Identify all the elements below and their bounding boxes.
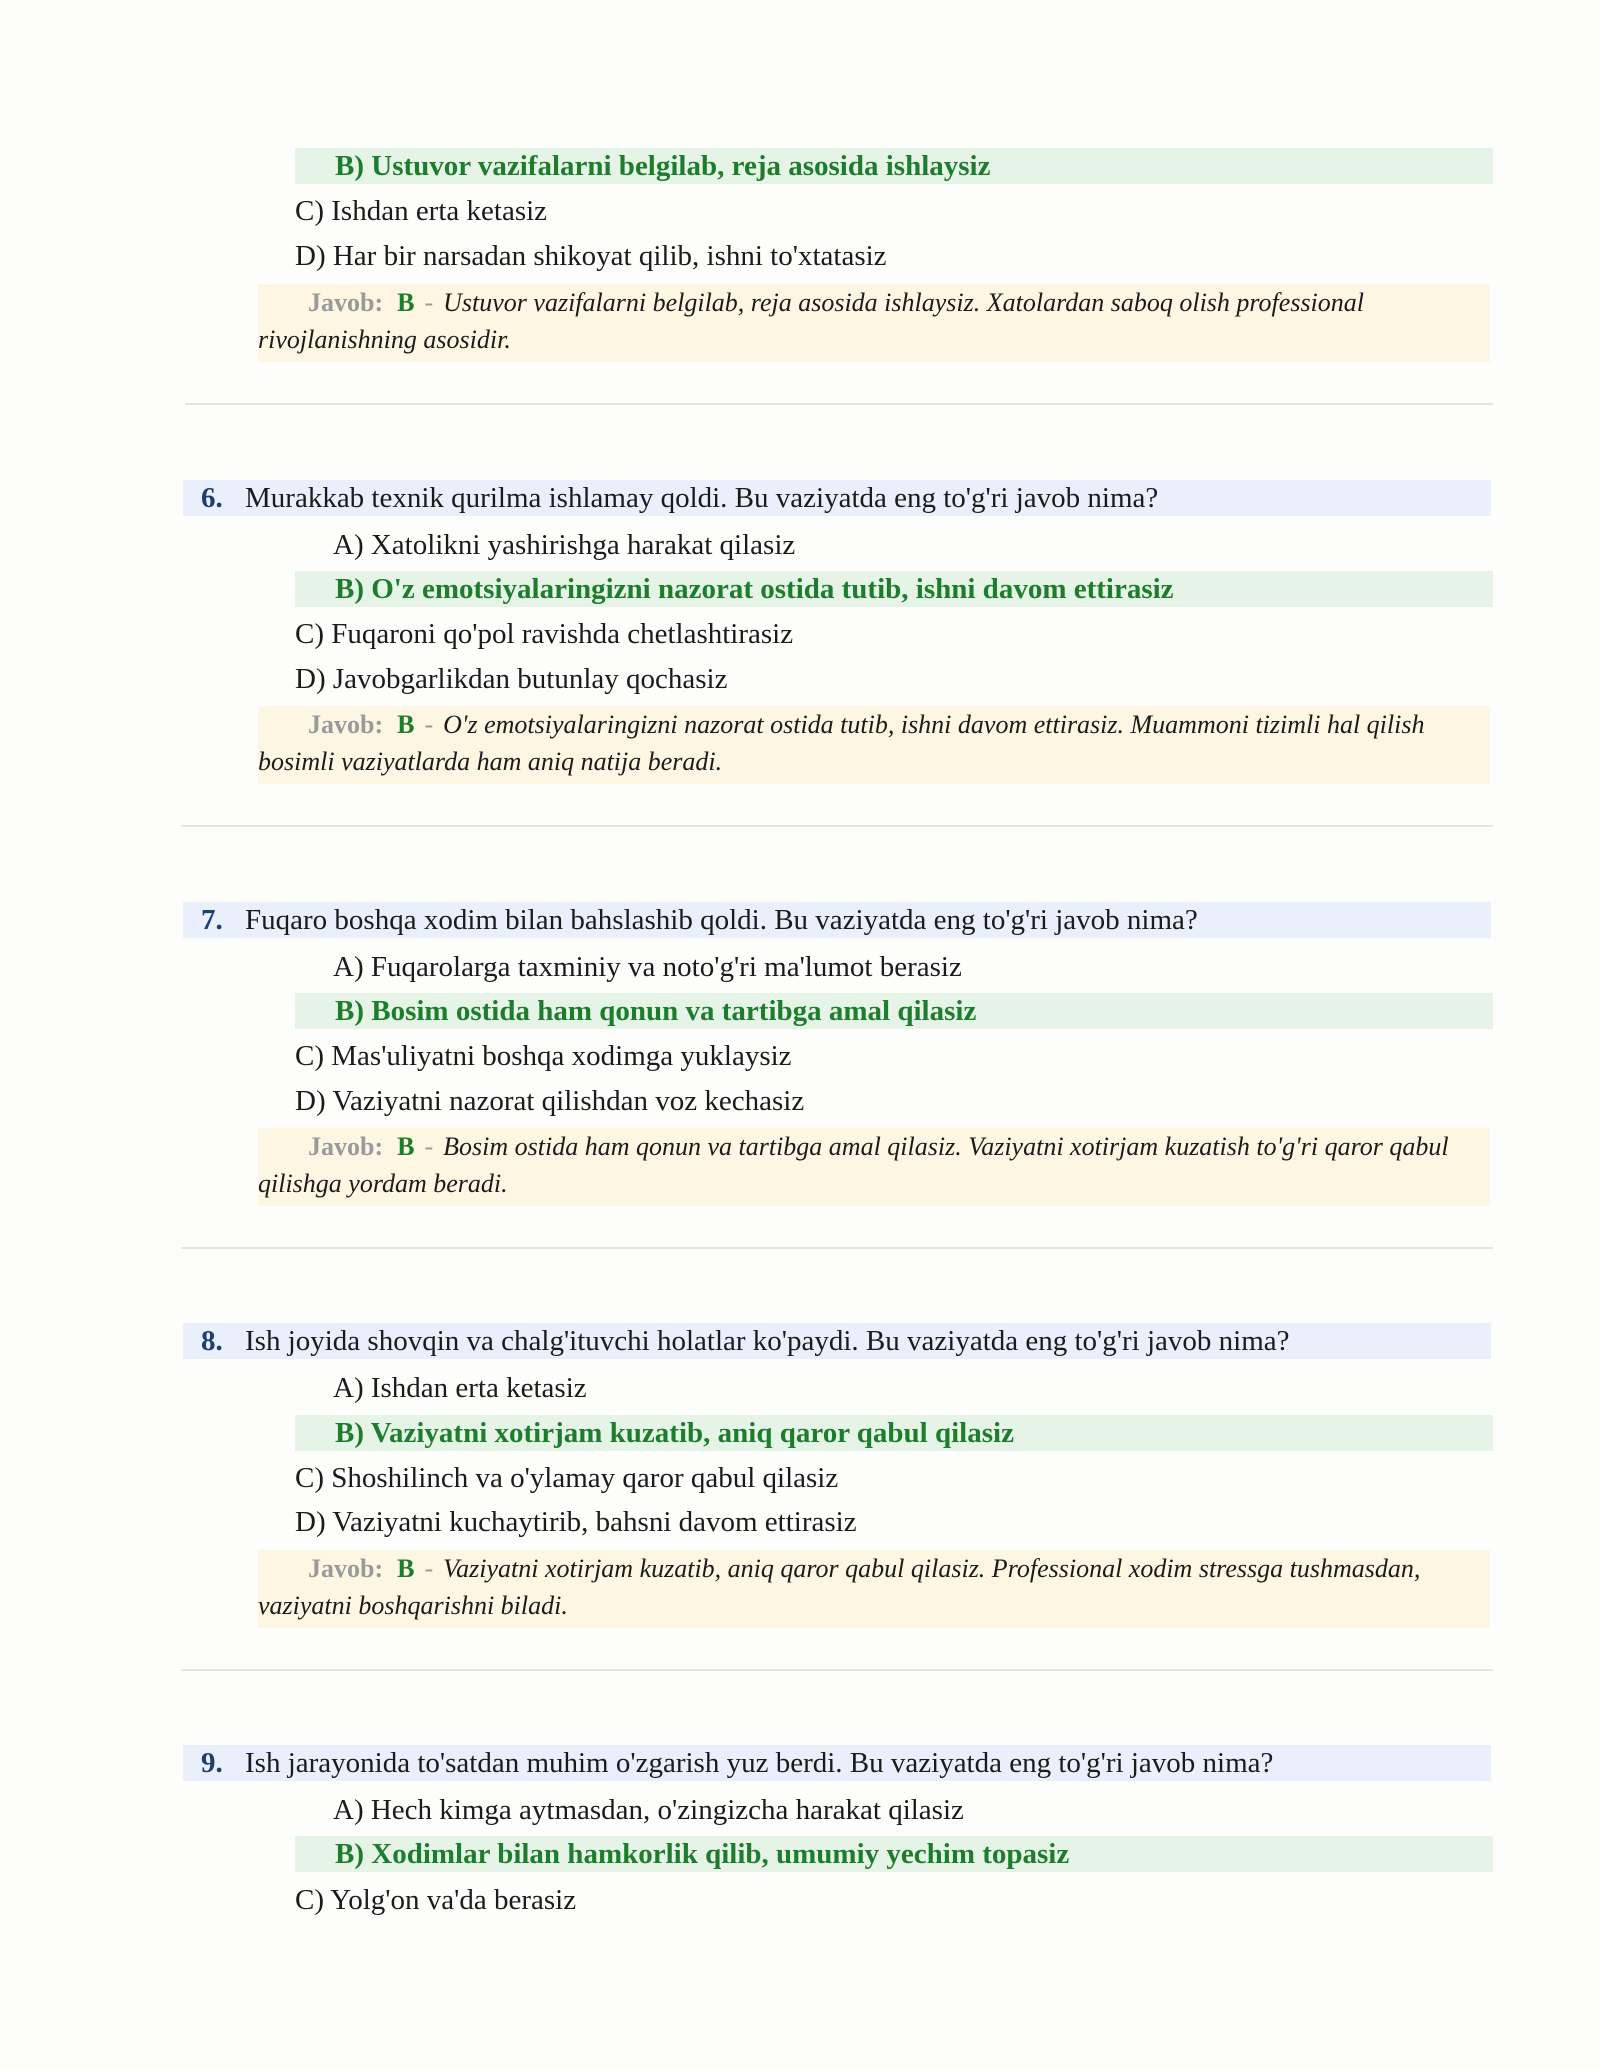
answer-label: Javob: [308, 1554, 384, 1583]
answer-box [258, 1550, 1490, 1628]
answer-label: Javob: [308, 288, 384, 317]
option: C) Fuqaroni qo'pol ravishda chetlashtirasiz [295, 618, 794, 650]
question-number: 9. [201, 1747, 223, 1779]
option-correct: B) Vaziyatni xotirjam kuzatib, aniq qaror qabul qilasiz [295, 1415, 1493, 1451]
option: A) Xatolikni yashirishga harakat qilasiz [333, 529, 796, 561]
option: C) Ishdan erta ketasiz [295, 195, 548, 227]
option: D) Har bir narsadan shikoyat qilib, ishni to'xtatasiz [295, 240, 887, 272]
option: D) Vaziyatni nazorat qilishdan voz kechasiz [295, 1085, 805, 1117]
answer-dash: - [424, 710, 434, 739]
answer-box [258, 1128, 1490, 1206]
question-text: Ish joyida shovqin va chalg'ituvchi holatlar ko'paydi. Bu vaziyatda eng to'g'ri javob nima? [245, 1325, 1290, 1357]
divider [181, 825, 1493, 827]
divider [181, 1669, 1493, 1671]
divider [185, 403, 1493, 405]
answer-box [258, 284, 1490, 362]
answer-explanation: Vaziyatni xotirjam kuzatib, aniq qaror qabul qilasiz. Professional xodim stressga tushmasdan, vaziyatni boshqarishni biladi. [258, 1554, 1421, 1620]
option: C) Yolg'on va'da berasiz [295, 1884, 577, 1916]
divider [181, 1247, 1493, 1249]
question-row [183, 1745, 1491, 1781]
answer-dash: - [424, 288, 434, 317]
answer-dash: - [424, 1132, 434, 1161]
option: D) Javobgarlikdan butunlay qochasiz [295, 663, 728, 695]
option: A) Fuqarolarga taxminiy va noto'g'ri ma'lumot berasiz [333, 951, 962, 983]
option: A) Hech kimga aytmasdan, o'zingizcha harakat qilasiz [333, 1794, 964, 1826]
answer-explanation: Ustuvor vazifalarni belgilab, reja asosida ishlaysiz. Xatolardan saboq olish professional rivojlanishning asosidir. [258, 288, 1365, 354]
answer-letter: B [397, 710, 415, 739]
option: D) Vaziyatni kuchaytirib, bahsni davom ettirasiz [295, 1506, 857, 1538]
option-correct: B) Bosim ostida ham qonun va tartibga amal qilasiz [295, 993, 1493, 1029]
answer-letter: B [397, 1132, 415, 1161]
question-number: 6. [201, 482, 223, 514]
option-correct: B) O'z emotsiyalaringizni nazorat ostida tutib, ishni davom ettirasiz [295, 571, 1493, 607]
answer-explanation: Bosim ostida ham qonun va tartibga amal qilasiz. Vaziyatni xotirjam kuzatish to'g'ri qaror qabul qilishga yordam beradi. [258, 1132, 1449, 1198]
question-row [183, 902, 1491, 938]
answer-label: Javob: [308, 710, 384, 739]
question-number: 7. [201, 904, 223, 936]
question-text: Ish jarayonida to'satdan muhim o'zgarish yuz berdi. Bu vaziyatda eng to'g'ri javob nima? [245, 1747, 1274, 1779]
option: C) Shoshilinch va o'ylamay qaror qabul qilasiz [295, 1462, 839, 1494]
answer-letter: B [397, 288, 415, 317]
option: A) Ishdan erta ketasiz [333, 1372, 587, 1404]
answer-letter: B [397, 1554, 415, 1583]
option-correct: B) Ustuvor vazifalarni belgilab, reja asosida ishlaysiz [295, 148, 1493, 184]
option: C) Mas'uliyatni boshqa xodimga yuklaysiz [295, 1040, 792, 1072]
answer-box [258, 706, 1490, 784]
question-row [183, 480, 1491, 516]
question-row [183, 1323, 1491, 1359]
answer-dash: - [424, 1554, 434, 1583]
question-text: Murakkab texnik qurilma ishlamay qoldi. Bu vaziyatda eng to'g'ri javob nima? [245, 482, 1159, 514]
option-correct: B) Xodimlar bilan hamkorlik qilib, umumiy yechim topasiz [295, 1836, 1493, 1872]
answer-label: Javob: [308, 1132, 384, 1161]
answer-explanation: O'z emotsiyalaringizni nazorat ostida tutib, ishni davom ettirasiz. Muammoni tizimli hal qilish bosimli vaziyatlarda ham aniq natija beradi. [258, 710, 1425, 776]
question-text: Fuqaro boshqa xodim bilan bahslashib qoldi. Bu vaziyatda eng to'g'ri javob nima? [245, 904, 1198, 936]
question-number: 8. [201, 1325, 223, 1357]
